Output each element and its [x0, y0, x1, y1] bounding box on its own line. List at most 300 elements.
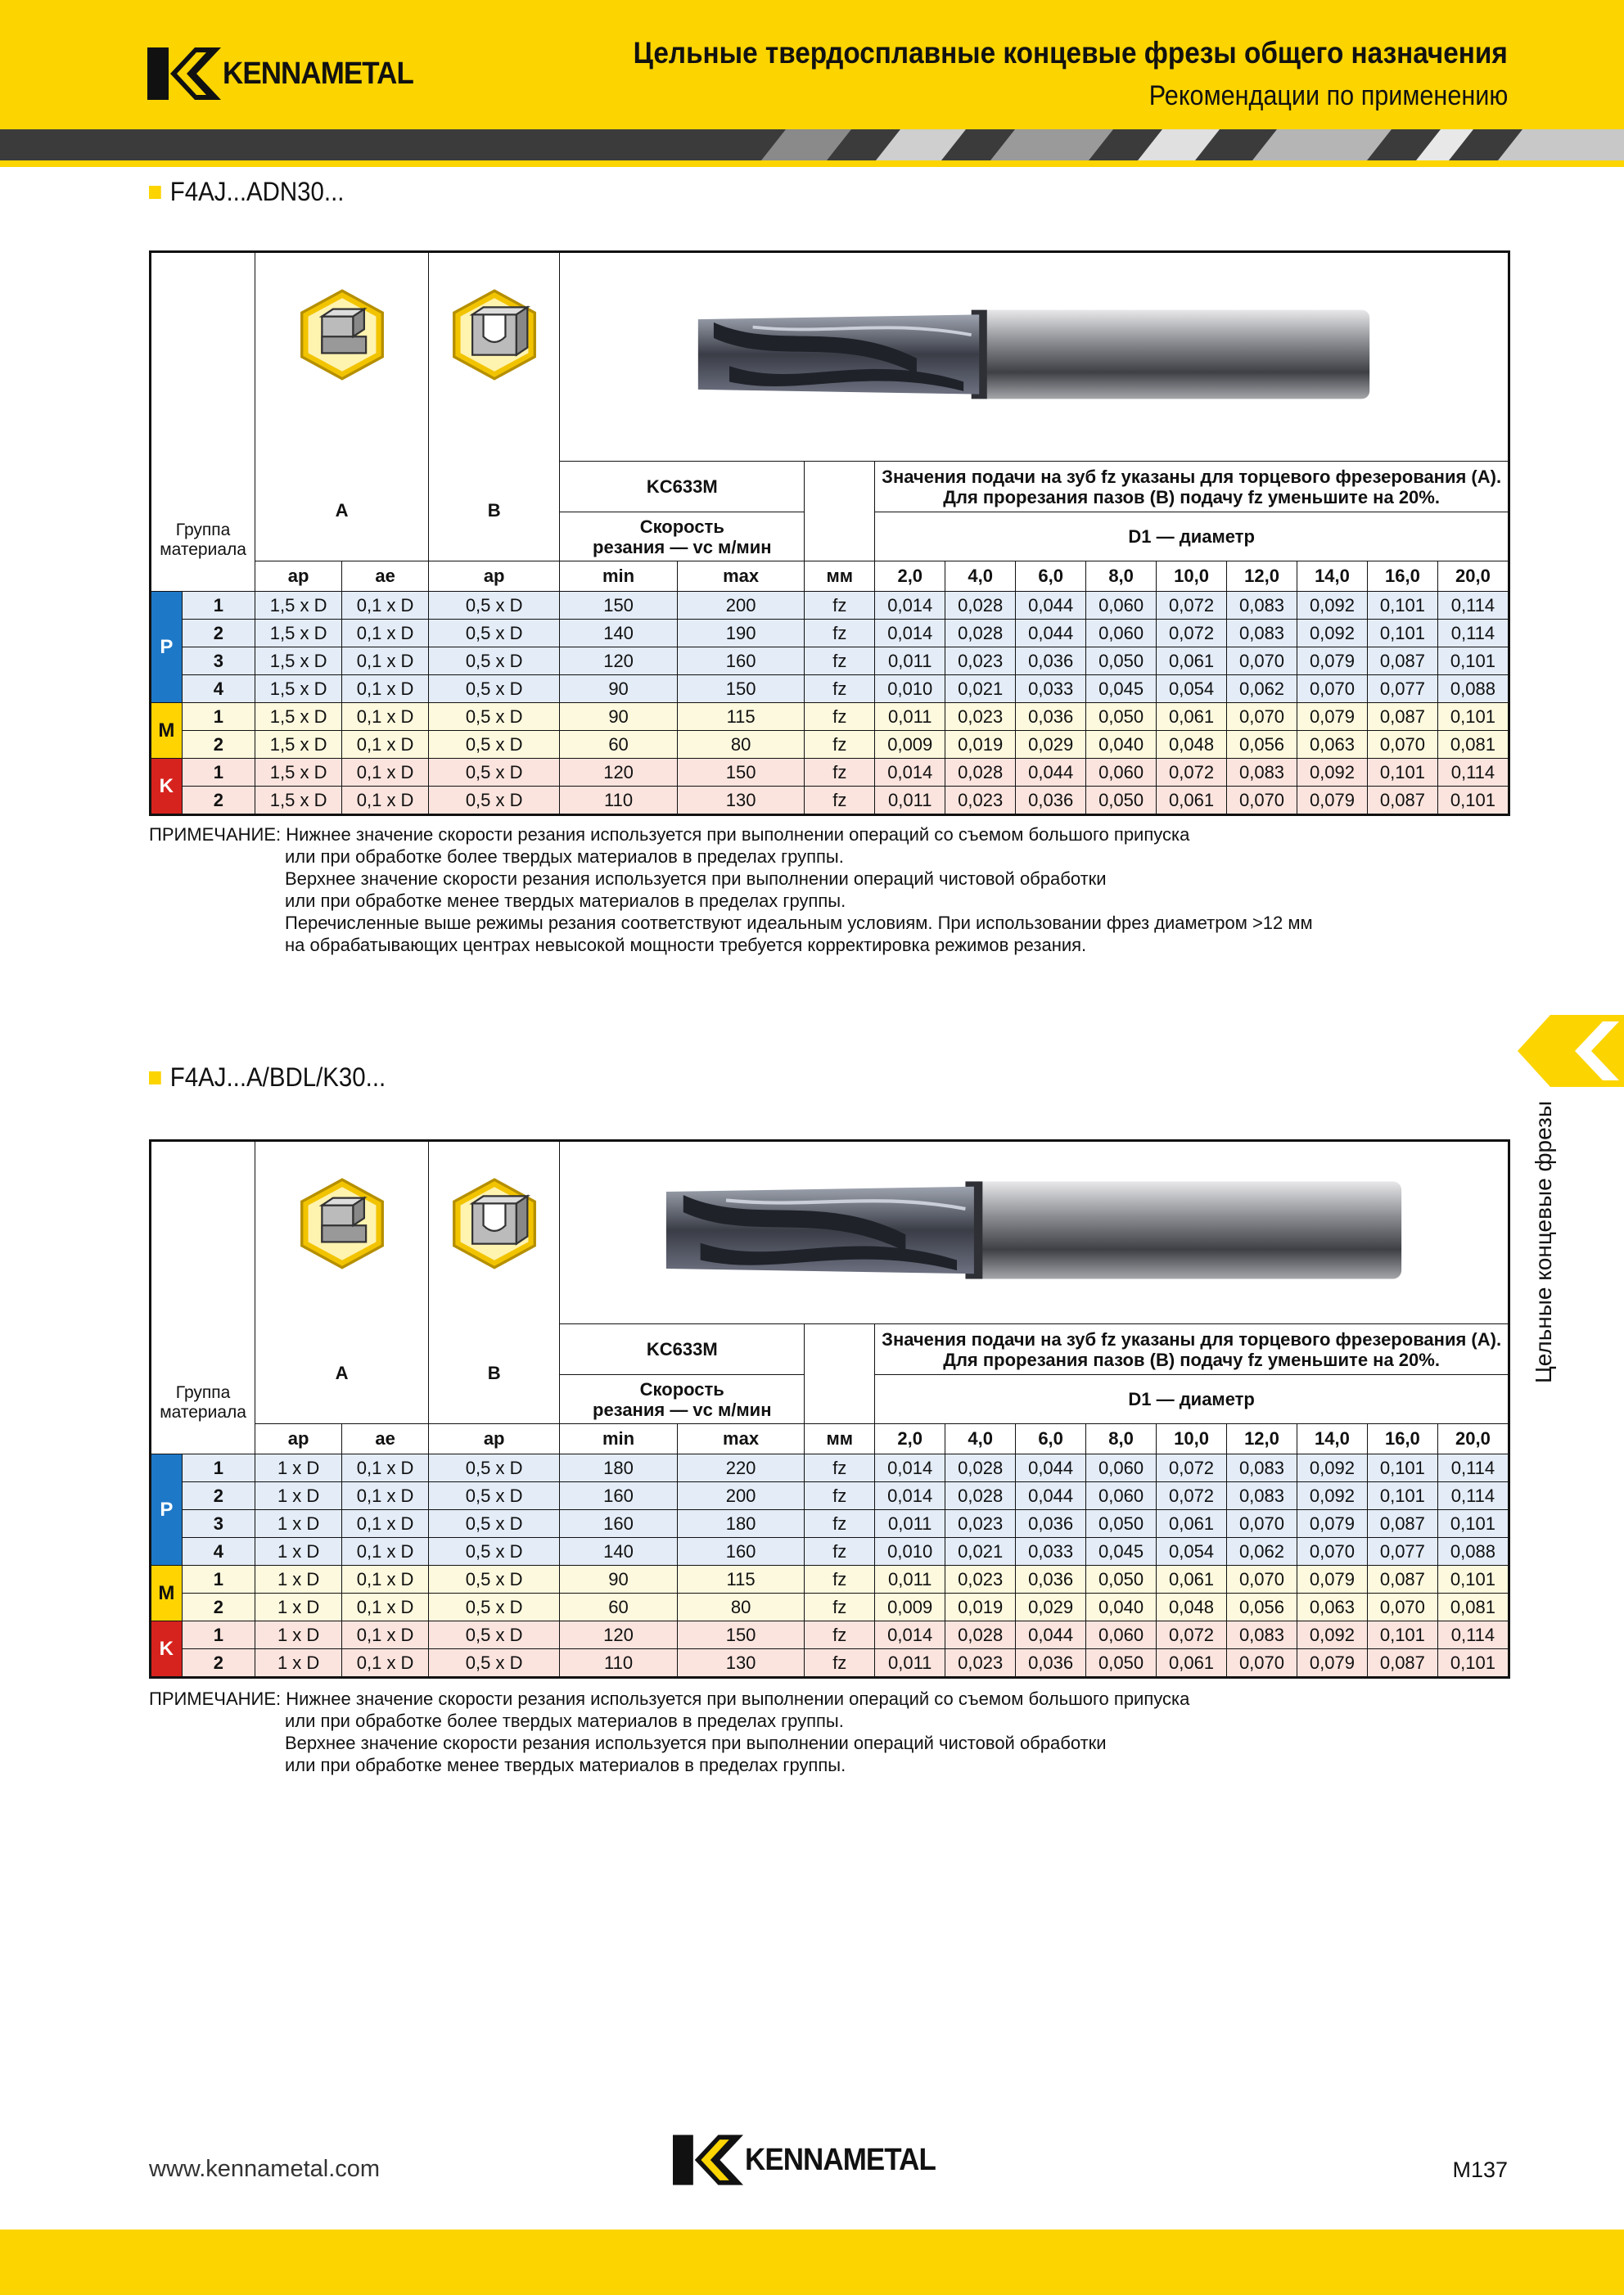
table-cell: 0,023: [945, 1510, 1016, 1538]
table-cell: 2: [182, 1594, 255, 1621]
table-cell: 0,5 x D: [429, 703, 560, 731]
table-cell: fz: [805, 1454, 875, 1482]
table-cell: 0,011: [875, 787, 945, 814]
table-cell: 180: [560, 1454, 678, 1482]
end-mill-image: [649, 1174, 1419, 1287]
table-cell: fz: [805, 620, 875, 647]
table-cell: 0,101: [1437, 1566, 1508, 1594]
diagonal-stripes: [0, 129, 1624, 160]
table-cell: 0,092: [1297, 759, 1368, 787]
mode-A-label: A: [255, 1324, 429, 1424]
section2-table: [149, 1139, 1510, 1679]
side-chevron-tab: [1518, 1015, 1624, 1087]
table-cell: 0,028: [945, 1621, 1016, 1649]
table-cell: 0,5 x D: [429, 1454, 560, 1482]
table-cell: 3: [182, 647, 255, 675]
table-cell: 0,114: [1437, 1454, 1508, 1482]
table-cell: [429, 253, 560, 462]
table-cell: 1: [182, 1621, 255, 1649]
table-cell: 0,081: [1437, 731, 1508, 759]
table-cell: 0,045: [1086, 1538, 1157, 1566]
table-cell: 0,114: [1437, 592, 1508, 620]
table-cell: 1 x D: [255, 1566, 342, 1594]
col-max: max: [677, 561, 804, 592]
col-min: min: [560, 1424, 678, 1454]
material-group-K: K: [151, 759, 183, 814]
table-cell: 0,101: [1367, 592, 1437, 620]
table-cell: 0,079: [1297, 787, 1368, 814]
table-cell: 0,1 x D: [342, 620, 429, 647]
footer-band: [0, 2230, 1624, 2295]
table-cell: 0,5 x D: [429, 1621, 560, 1649]
table-cell: 0,050: [1086, 1566, 1157, 1594]
bullet-square: [149, 1071, 161, 1084]
table-cell: 0,061: [1157, 647, 1227, 675]
table-cell: fz: [805, 787, 875, 814]
table-cell: 0,028: [945, 620, 1016, 647]
table-row: [151, 1621, 1509, 1649]
table-cell: 0,070: [1227, 1510, 1297, 1538]
table-cell: 2: [182, 620, 255, 647]
table-cell: 0,061: [1157, 1566, 1227, 1594]
table-cell: 0,083: [1227, 759, 1297, 787]
table-cell: 2: [182, 731, 255, 759]
table-cell: 0,101: [1437, 703, 1508, 731]
table-cell: 0,062: [1227, 1538, 1297, 1566]
col-diameter: 8,0: [1086, 561, 1157, 592]
table-row: [151, 787, 1509, 814]
table-cell: fz: [805, 1621, 875, 1649]
table-cell: 150: [677, 675, 804, 703]
table-cell: 0,009: [875, 1594, 945, 1621]
col-diameter: 8,0: [1086, 1424, 1157, 1454]
table-cell: 0,060: [1086, 759, 1157, 787]
col-diameter: 16,0: [1367, 561, 1437, 592]
table-cell: 0,070: [1367, 1594, 1437, 1621]
face-milling-icon: [296, 289, 388, 381]
col-mm: мм: [805, 1424, 875, 1454]
table-cell: [805, 462, 875, 561]
table-cell: 120: [560, 759, 678, 787]
table-cell: 0,011: [875, 1566, 945, 1594]
table-cell: [429, 1142, 560, 1324]
table-cell: 1 x D: [255, 1510, 342, 1538]
table-cell: 80: [677, 731, 804, 759]
table-cell: 0,077: [1367, 1538, 1437, 1566]
group-header: Группа материала: [151, 253, 255, 561]
col-diameter: 2,0: [875, 561, 945, 592]
table-cell: 0,092: [1297, 620, 1368, 647]
col-diameter: 12,0: [1227, 1424, 1297, 1454]
table-cell: [560, 253, 1509, 462]
table-cell: 0,011: [875, 1649, 945, 1677]
header-band: [0, 0, 1624, 129]
d1-label: D1 — диаметр: [875, 1375, 1509, 1424]
table-cell: 0,028: [945, 1454, 1016, 1482]
col-apB: ap: [429, 561, 560, 592]
table-cell: 0,1 x D: [342, 1621, 429, 1649]
table-cell: fz: [805, 1510, 875, 1538]
side-tab-label: Цельные концевые фрезы: [1531, 1101, 1556, 1383]
table-cell: 0,1 x D: [342, 1594, 429, 1621]
material-group-P: P: [151, 592, 183, 703]
table-row: [151, 1482, 1509, 1510]
table-cell: 2: [182, 787, 255, 814]
col-diameter: 20,0: [1437, 1424, 1508, 1454]
table-cell: 200: [677, 1482, 804, 1510]
table-cell: fz: [805, 1566, 875, 1594]
table-cell: 0,050: [1086, 703, 1157, 731]
table-cell: 0,087: [1367, 1510, 1437, 1538]
table-cell: 115: [677, 703, 804, 731]
table-row: [151, 620, 1509, 647]
table-cell: 1 x D: [255, 1454, 342, 1482]
table-cell: 0,061: [1157, 1510, 1227, 1538]
table-cell: 150: [677, 1621, 804, 1649]
table-cell: 0,1 x D: [342, 1454, 429, 1482]
col-ae: ae: [342, 1424, 429, 1454]
table-cell: 0,010: [875, 675, 945, 703]
table-cell: 0,5 x D: [429, 647, 560, 675]
table-cell: 0,5 x D: [429, 1566, 560, 1594]
table-cell: 0,070: [1227, 1649, 1297, 1677]
col-mm: мм: [805, 561, 875, 592]
table-cell: 0,5 x D: [429, 620, 560, 647]
table-cell: 0,072: [1157, 759, 1227, 787]
col-ap: ap: [255, 1424, 342, 1454]
table-cell: 0,014: [875, 1454, 945, 1482]
table-cell: 1,5 x D: [255, 731, 342, 759]
section1-note: ПРИМЕЧАНИЕ: Нижнее значение скорости резания используется при выполнении операций со съемом большого припуска или при обработке более твердых материалов в пределах группы. Верхнее значение скорости резания используется при выполнении операций чистовой обработки или при обработке менее твердых материалов в пределах группы. Перечисленные выше режимы резания соответствуют идеальным условиям. При использовании фрез диаметром >12 мм на обрабатывающих центрах невысокой мощности требуется корректировка режимов резания.: [149, 824, 1313, 955]
table-cell: 0,044: [1016, 759, 1086, 787]
table-cell: 1,5 x D: [255, 759, 342, 787]
slot-milling-icon: [449, 289, 540, 381]
mode-B-label: B: [429, 462, 560, 561]
table-cell: 130: [677, 1649, 804, 1677]
table-row: [151, 759, 1509, 787]
table-cell: 0,5 x D: [429, 1482, 560, 1510]
table-cell: 110: [560, 1649, 678, 1677]
table-cell: 0,070: [1297, 1538, 1367, 1566]
table-row: [151, 1454, 1509, 1482]
feed-note: Значения подачи на зуб fz указаны для торцевого фрезерования (A). Для прорезания пазов (B) подачу fz уменьшите на 20%.: [875, 1324, 1509, 1375]
col-diameter: 2,0: [875, 1424, 945, 1454]
table-cell: 1,5 x D: [255, 675, 342, 703]
col-diameter: 14,0: [1297, 1424, 1367, 1454]
footer-brand-wordmark: KENNAMETAL: [745, 2142, 936, 2177]
table-cell: 150: [677, 759, 804, 787]
table-cell: 0,1 x D: [342, 1649, 429, 1677]
col-min: min: [560, 561, 678, 592]
table-cell: 0,036: [1016, 1566, 1086, 1594]
table-cell: 0,061: [1157, 787, 1227, 814]
table-cell: 180: [677, 1510, 804, 1538]
table-cell: 0,092: [1297, 1454, 1367, 1482]
header-stripe: [0, 129, 1624, 160]
table-cell: 160: [677, 647, 804, 675]
table-cell: fz: [805, 1482, 875, 1510]
mode-A-label: A: [255, 462, 429, 561]
table-cell: 0,083: [1227, 592, 1297, 620]
table-cell: 0,072: [1157, 620, 1227, 647]
table-cell: 0,5 x D: [429, 1649, 560, 1677]
col-diameter: 12,0: [1227, 561, 1297, 592]
page-number: M137: [1452, 2157, 1508, 2182]
speed-label: Скорость резания — vc м/мин: [560, 512, 805, 561]
col-diameter: 20,0: [1437, 561, 1508, 592]
table-cell: 0,014: [875, 1621, 945, 1649]
col-diameter: 6,0: [1016, 1424, 1086, 1454]
d1-label: D1 — диаметр: [875, 512, 1509, 561]
table-cell: 120: [560, 647, 678, 675]
table-cell: 2: [182, 1649, 255, 1677]
table-cell: 0,048: [1157, 731, 1227, 759]
table-row: [151, 731, 1509, 759]
table-cell: 115: [677, 1566, 804, 1594]
table-cell: fz: [805, 647, 875, 675]
col-diameter: 10,0: [1157, 561, 1227, 592]
table-cell: 80: [677, 1594, 804, 1621]
table-cell: 0,5 x D: [429, 787, 560, 814]
table-cell: 0,014: [875, 759, 945, 787]
table-cell: 0,011: [875, 703, 945, 731]
table-cell: 160: [560, 1510, 678, 1538]
table-cell: fz: [805, 1538, 875, 1566]
table-row: [151, 1510, 1509, 1538]
table-cell: 0,054: [1157, 675, 1227, 703]
table-cell: 0,036: [1016, 1649, 1086, 1677]
table-cell: fz: [805, 592, 875, 620]
table-cell: 0,050: [1086, 647, 1157, 675]
group-header: Группа материала: [151, 1142, 255, 1424]
table-row: [151, 1594, 1509, 1621]
table-cell: 0,087: [1367, 787, 1437, 814]
table-cell: 0,060: [1086, 1454, 1157, 1482]
table-cell: 0,101: [1367, 1454, 1437, 1482]
table-cell: 60: [560, 731, 678, 759]
table-cell: 0,114: [1437, 620, 1508, 647]
table-row: [151, 592, 1509, 620]
table-cell: 0,021: [945, 1538, 1016, 1566]
table-cell: 0,045: [1086, 675, 1157, 703]
table-cell: fz: [805, 703, 875, 731]
table-cell: 1: [182, 1454, 255, 1482]
col-diameter: 16,0: [1367, 1424, 1437, 1454]
table-cell: 1,5 x D: [255, 703, 342, 731]
table-cell: 0,050: [1086, 787, 1157, 814]
table-cell: 0,029: [1016, 1594, 1086, 1621]
table-cell: 1 x D: [255, 1482, 342, 1510]
table-cell: 0,101: [1367, 759, 1437, 787]
table-cell: 0,101: [1367, 1621, 1437, 1649]
table-cell: 1: [182, 592, 255, 620]
table-cell: 0,070: [1297, 675, 1368, 703]
footer-url[interactable]: www.kennametal.com: [149, 2156, 381, 2182]
table-cell: 0,040: [1086, 1594, 1157, 1621]
brand-wordmark: KENNAMETAL: [223, 56, 413, 91]
table-cell: 0,083: [1227, 620, 1297, 647]
col-diameter: 10,0: [1157, 1424, 1227, 1454]
table-cell: 0,1 x D: [342, 675, 429, 703]
table-cell: [560, 1142, 1509, 1324]
table-row: [151, 1649, 1509, 1677]
table-cell: 0,060: [1086, 1482, 1157, 1510]
table-cell: 0,092: [1297, 592, 1368, 620]
material-group-M: M: [151, 703, 183, 759]
table-cell: 0,062: [1227, 675, 1297, 703]
table-cell: [255, 1142, 429, 1324]
table-cell: [255, 253, 429, 462]
col-ap: ap: [255, 561, 342, 592]
table-cell: 0,1 x D: [342, 1482, 429, 1510]
table-cell: 0,092: [1297, 1621, 1367, 1649]
table-cell: 0,079: [1297, 1649, 1367, 1677]
table-row: [151, 1566, 1509, 1594]
table-cell: 0,044: [1016, 1621, 1086, 1649]
table-cell: 0,023: [945, 1649, 1016, 1677]
table-cell: 0,1 x D: [342, 647, 429, 675]
table-cell: 0,087: [1367, 703, 1437, 731]
slot-milling-icon: [449, 1178, 540, 1269]
table-cell: 60: [560, 1594, 678, 1621]
table-cell: 140: [560, 620, 678, 647]
table-cell: 0,028: [945, 592, 1016, 620]
table-cell: 0,5 x D: [429, 731, 560, 759]
table-cell: 0,1 x D: [342, 1510, 429, 1538]
table-cell: 0,081: [1437, 1594, 1508, 1621]
table-cell: 0,019: [945, 1594, 1016, 1621]
table-cell: 0,5 x D: [429, 1538, 560, 1566]
table-cell: 3: [182, 1510, 255, 1538]
table-cell: 0,101: [1437, 787, 1508, 814]
feed-note: Значения подачи на зуб fz указаны для торцевого фрезерования (A). Для прорезания пазов (B) подачу fz уменьшите на 20%.: [875, 462, 1509, 512]
material-group-M: M: [151, 1566, 183, 1621]
section2-note: ПРИМЕЧАНИЕ: Нижнее значение скорости резания используется при выполнении операций со съемом большого припуска или при обработке более твердых материалов в пределах группы. Верхнее значение скорости резания используется при выполнении операций чистовой обработки или при обработке менее твердых материалов в пределах группы.: [149, 1689, 1190, 1775]
section1-heading: F4AJ...ADN30...: [149, 177, 344, 207]
table-cell: 1,5 x D: [255, 620, 342, 647]
table-cell: 0,033: [1016, 675, 1086, 703]
page-title: Цельные твердосплавные концевые фрезы общего назначения: [633, 36, 1508, 70]
table-cell: 0,077: [1367, 675, 1437, 703]
table-cell: 0,070: [1227, 703, 1297, 731]
table-cell: fz: [805, 1594, 875, 1621]
table-cell: 0,060: [1086, 1621, 1157, 1649]
table-cell: 220: [677, 1454, 804, 1482]
page-subtitle: Рекомендации по применению: [1148, 80, 1508, 111]
table-cell: 0,050: [1086, 1510, 1157, 1538]
col-diameter: 14,0: [1297, 561, 1368, 592]
table-row: [151, 1538, 1509, 1566]
table-cell: 0,5 x D: [429, 759, 560, 787]
table-cell: 0,079: [1297, 1510, 1367, 1538]
table-cell: 0,1 x D: [342, 1538, 429, 1566]
table-cell: 0,114: [1437, 759, 1508, 787]
col-max: max: [677, 1424, 804, 1454]
table-cell: 0,5 x D: [429, 675, 560, 703]
face-milling-icon: [296, 1178, 388, 1269]
table-cell: 0,010: [875, 1538, 945, 1566]
table-cell: 0,023: [945, 647, 1016, 675]
section2-heading: F4AJ...A/BDL/K30...: [149, 1062, 386, 1093]
table-cell: 0,1 x D: [342, 592, 429, 620]
mode-B-label: B: [429, 1324, 560, 1424]
table-cell: 0,070: [1227, 1566, 1297, 1594]
table-cell: 0,5 x D: [429, 1594, 560, 1621]
end-mill-image: [682, 304, 1386, 405]
table-cell: 0,014: [875, 592, 945, 620]
table-cell: 0,036: [1016, 787, 1086, 814]
table-cell: 0,063: [1297, 731, 1368, 759]
grade-label: KC633M: [560, 462, 805, 512]
col-diameter: 4,0: [945, 561, 1016, 592]
table-cell: 150: [560, 592, 678, 620]
table-cell: 0,044: [1016, 1482, 1086, 1510]
table-cell: 0,061: [1157, 703, 1227, 731]
table-cell: 0,044: [1016, 620, 1086, 647]
bullet-square: [149, 186, 161, 199]
table-cell: 160: [560, 1482, 678, 1510]
footer-logo: [673, 2135, 952, 2185]
table-cell: 0,044: [1016, 1454, 1086, 1482]
table-cell: 0,011: [875, 647, 945, 675]
table-cell: 0,021: [945, 675, 1016, 703]
table-cell: 0,023: [945, 1566, 1016, 1594]
table-cell: 0,070: [1227, 787, 1297, 814]
speed-label: Скорость резания — vc м/мин: [560, 1375, 805, 1424]
table-cell: 120: [560, 1621, 678, 1649]
table-cell: 0,072: [1157, 592, 1227, 620]
table-cell: 0,023: [945, 787, 1016, 814]
table-cell: 0,011: [875, 1510, 945, 1538]
table-cell: 0,1 x D: [342, 731, 429, 759]
table-cell: fz: [805, 675, 875, 703]
header-yellow-line: [0, 160, 1624, 167]
table-cell: 0,079: [1297, 647, 1368, 675]
col-diameter: 6,0: [1016, 561, 1086, 592]
table-cell: 90: [560, 675, 678, 703]
table-cell: 0,092: [1297, 1482, 1367, 1510]
table-cell: 0,063: [1297, 1594, 1367, 1621]
table-cell: 0,114: [1437, 1621, 1508, 1649]
table-cell: 0,033: [1016, 1538, 1086, 1566]
table-cell: 0,101: [1437, 1649, 1508, 1677]
table-cell: 0,079: [1297, 1566, 1367, 1594]
material-group-P: P: [151, 1454, 183, 1566]
table-cell: [805, 1324, 875, 1424]
table-cell: 0,056: [1227, 1594, 1297, 1621]
kennametal-k-icon: [147, 47, 221, 100]
table-cell: 90: [560, 1566, 678, 1594]
table-cell: 1,5 x D: [255, 787, 342, 814]
table-cell: 0,009: [875, 731, 945, 759]
table-cell: 0,083: [1227, 1454, 1297, 1482]
table-cell: 0,014: [875, 1482, 945, 1510]
table-cell: 1 x D: [255, 1594, 342, 1621]
table-cell: 1 x D: [255, 1538, 342, 1566]
table-cell: 0,079: [1297, 703, 1368, 731]
kennametal-logo: [147, 47, 430, 100]
table-cell: 190: [677, 620, 804, 647]
table-cell: 1: [182, 703, 255, 731]
table-cell: 0,5 x D: [429, 592, 560, 620]
table-row: [151, 647, 1509, 675]
table-cell: 90: [560, 703, 678, 731]
table-cell: 0,1 x D: [342, 759, 429, 787]
table-cell: [151, 561, 255, 592]
table-cell: 0,088: [1437, 675, 1508, 703]
table-cell: 0,087: [1367, 1649, 1437, 1677]
table-cell: 0,029: [1016, 731, 1086, 759]
